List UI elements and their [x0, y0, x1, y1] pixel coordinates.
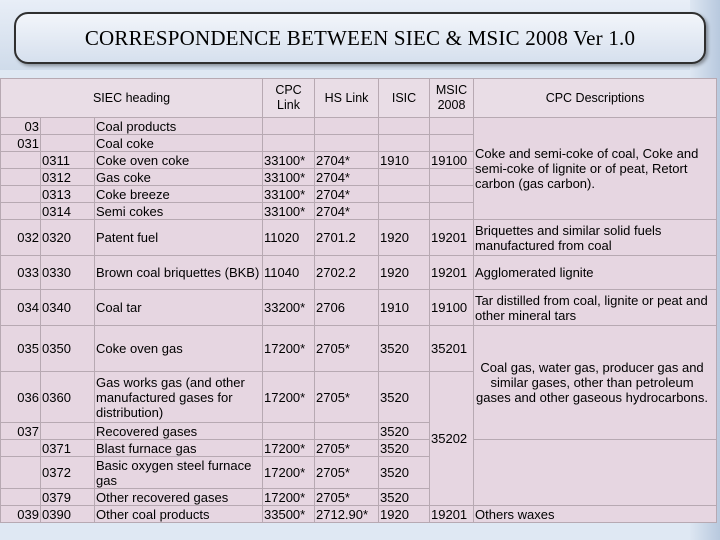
cpc-link: 17200*: [263, 457, 315, 489]
hs-link: 2702.2: [315, 256, 379, 290]
siec-name: Gas coke: [95, 169, 263, 186]
siec-name: Semi cokes: [95, 203, 263, 220]
cpc-link: 33200*: [263, 290, 315, 326]
desc-waxes: Others waxes: [474, 506, 717, 523]
hs-link: 2712.90*: [315, 506, 379, 523]
desc-gas: Coal gas, water gas, producer gas and similar gases, other than petroleum gases and other gaseous hydrocarbons.: [474, 326, 717, 440]
code-level2: 0330: [41, 256, 95, 290]
table-row: [1, 506, 717, 523]
isic-code: 3520: [379, 423, 430, 440]
code-level1: 033: [1, 256, 41, 290]
isic-code: 3520: [379, 326, 430, 372]
header-isic: ISIC: [379, 79, 430, 118]
cpc-link: 33500*: [263, 506, 315, 523]
siec-name: Gas works gas (and other manufactured gases for distribution): [95, 372, 263, 423]
siec-name: Coal tar: [95, 290, 263, 326]
correspondence-table: [0, 78, 717, 523]
siec-name: Coke oven gas: [95, 326, 263, 372]
msic-code: 19100: [430, 290, 474, 326]
isic-code: 1920: [379, 256, 430, 290]
cpc-link: 33100*: [263, 169, 315, 186]
code-level1: 035: [1, 326, 41, 372]
msic-code: 35202: [430, 372, 474, 506]
msic-code: 19201: [430, 220, 474, 256]
table-row: [1, 326, 717, 372]
siec-name: Basic oxygen steel furnace gas: [95, 457, 263, 489]
cpc-link: 17200*: [263, 372, 315, 423]
table-row: [1, 440, 717, 457]
hs-link: 2705*: [315, 440, 379, 457]
code-level3: 0372: [41, 457, 95, 489]
hs-link: 2704*: [315, 152, 379, 169]
hs-link: 2701.2: [315, 220, 379, 256]
siec-name: Coal coke: [95, 135, 263, 152]
header-msic: MSIC 2008: [430, 79, 474, 118]
code-level3: 0314: [41, 203, 95, 220]
table-row: [1, 220, 717, 256]
table-row: [1, 118, 717, 135]
siec-name: Recovered gases: [95, 423, 263, 440]
msic-code: 35201: [430, 326, 474, 372]
code-level3: 0313: [41, 186, 95, 203]
code-level2: 0360: [41, 372, 95, 423]
code-level2: 0390: [41, 506, 95, 523]
code-level2: 0350: [41, 326, 95, 372]
siec-name: Coke breeze: [95, 186, 263, 203]
msic-code: 19201: [430, 256, 474, 290]
code-level1: 037: [1, 423, 41, 440]
desc-briquettes: Briquettes and similar solid fuels manufactured from coal: [474, 220, 717, 256]
desc-tar: Tar distilled from coal, lignite or peat and other mineral tars: [474, 290, 717, 326]
isic-code: 3520: [379, 457, 430, 489]
hs-link: 2705*: [315, 372, 379, 423]
code-level3: 0311: [41, 152, 95, 169]
code-level1: 032: [1, 220, 41, 256]
code-level1: 031: [1, 135, 41, 152]
msic-code: 19100: [430, 152, 474, 169]
isic-code: 1910: [379, 152, 430, 169]
table-row: [1, 256, 717, 290]
isic-code: 3520: [379, 372, 430, 423]
hs-link: 2706: [315, 290, 379, 326]
desc-lignite: Agglomerated lignite: [474, 256, 717, 290]
isic-code: 1910: [379, 290, 430, 326]
header-siec: SIEC heading: [1, 79, 263, 118]
table-row: [1, 290, 717, 326]
hs-link: 2705*: [315, 457, 379, 489]
code-level1: 036: [1, 372, 41, 423]
header-row: [1, 79, 717, 118]
cpc-link: 33100*: [263, 186, 315, 203]
cpc-link: 33100*: [263, 152, 315, 169]
code-level1: 039: [1, 506, 41, 523]
code-level1: 03: [1, 118, 41, 135]
code-level1: 034: [1, 290, 41, 326]
cpc-link: 17200*: [263, 326, 315, 372]
isic-code: 1920: [379, 506, 430, 523]
siec-name: Patent fuel: [95, 220, 263, 256]
header-cpc: CPC Link: [263, 79, 315, 118]
cpc-link: 11040: [263, 256, 315, 290]
code-level2: 0320: [41, 220, 95, 256]
header-desc: CPC Descriptions: [474, 79, 717, 118]
isic-code: 3520: [379, 440, 430, 457]
siec-name: Brown coal briquettes (BKB): [95, 256, 263, 290]
hs-link: 2705*: [315, 326, 379, 372]
desc-coke: Coke and semi-coke of coal, Coke and semi-coke of lignite or of peat, Retort carbon (gas carbon).: [474, 118, 717, 220]
hs-link: 2704*: [315, 186, 379, 203]
siec-name: Blast furnace gas: [95, 440, 263, 457]
isic-code: 3520: [379, 489, 430, 506]
isic-code: 1920: [379, 220, 430, 256]
cpc-link: 17200*: [263, 440, 315, 457]
cpc-link: 33100*: [263, 203, 315, 220]
siec-name: Other recovered gases: [95, 489, 263, 506]
code-level3: 0371: [41, 440, 95, 457]
hs-link: 2704*: [315, 203, 379, 220]
header-hs: HS Link: [315, 79, 379, 118]
code-level3: 0312: [41, 169, 95, 186]
slide-title: CORRESPONDENCE BETWEEN SIEC & MSIC 2008 Ver 1.0: [84, 25, 636, 50]
code-level2: 0340: [41, 290, 95, 326]
hs-link: 2705*: [315, 489, 379, 506]
cpc-link: 11020: [263, 220, 315, 256]
siec-name: Coal products: [95, 118, 263, 135]
slide-title-box: [14, 12, 706, 64]
cpc-link: 17200*: [263, 489, 315, 506]
msic-code: 19201: [430, 506, 474, 523]
siec-name: Other coal products: [95, 506, 263, 523]
hs-link: 2704*: [315, 169, 379, 186]
siec-name: Coke oven coke: [95, 152, 263, 169]
code-level3: 0379: [41, 489, 95, 506]
